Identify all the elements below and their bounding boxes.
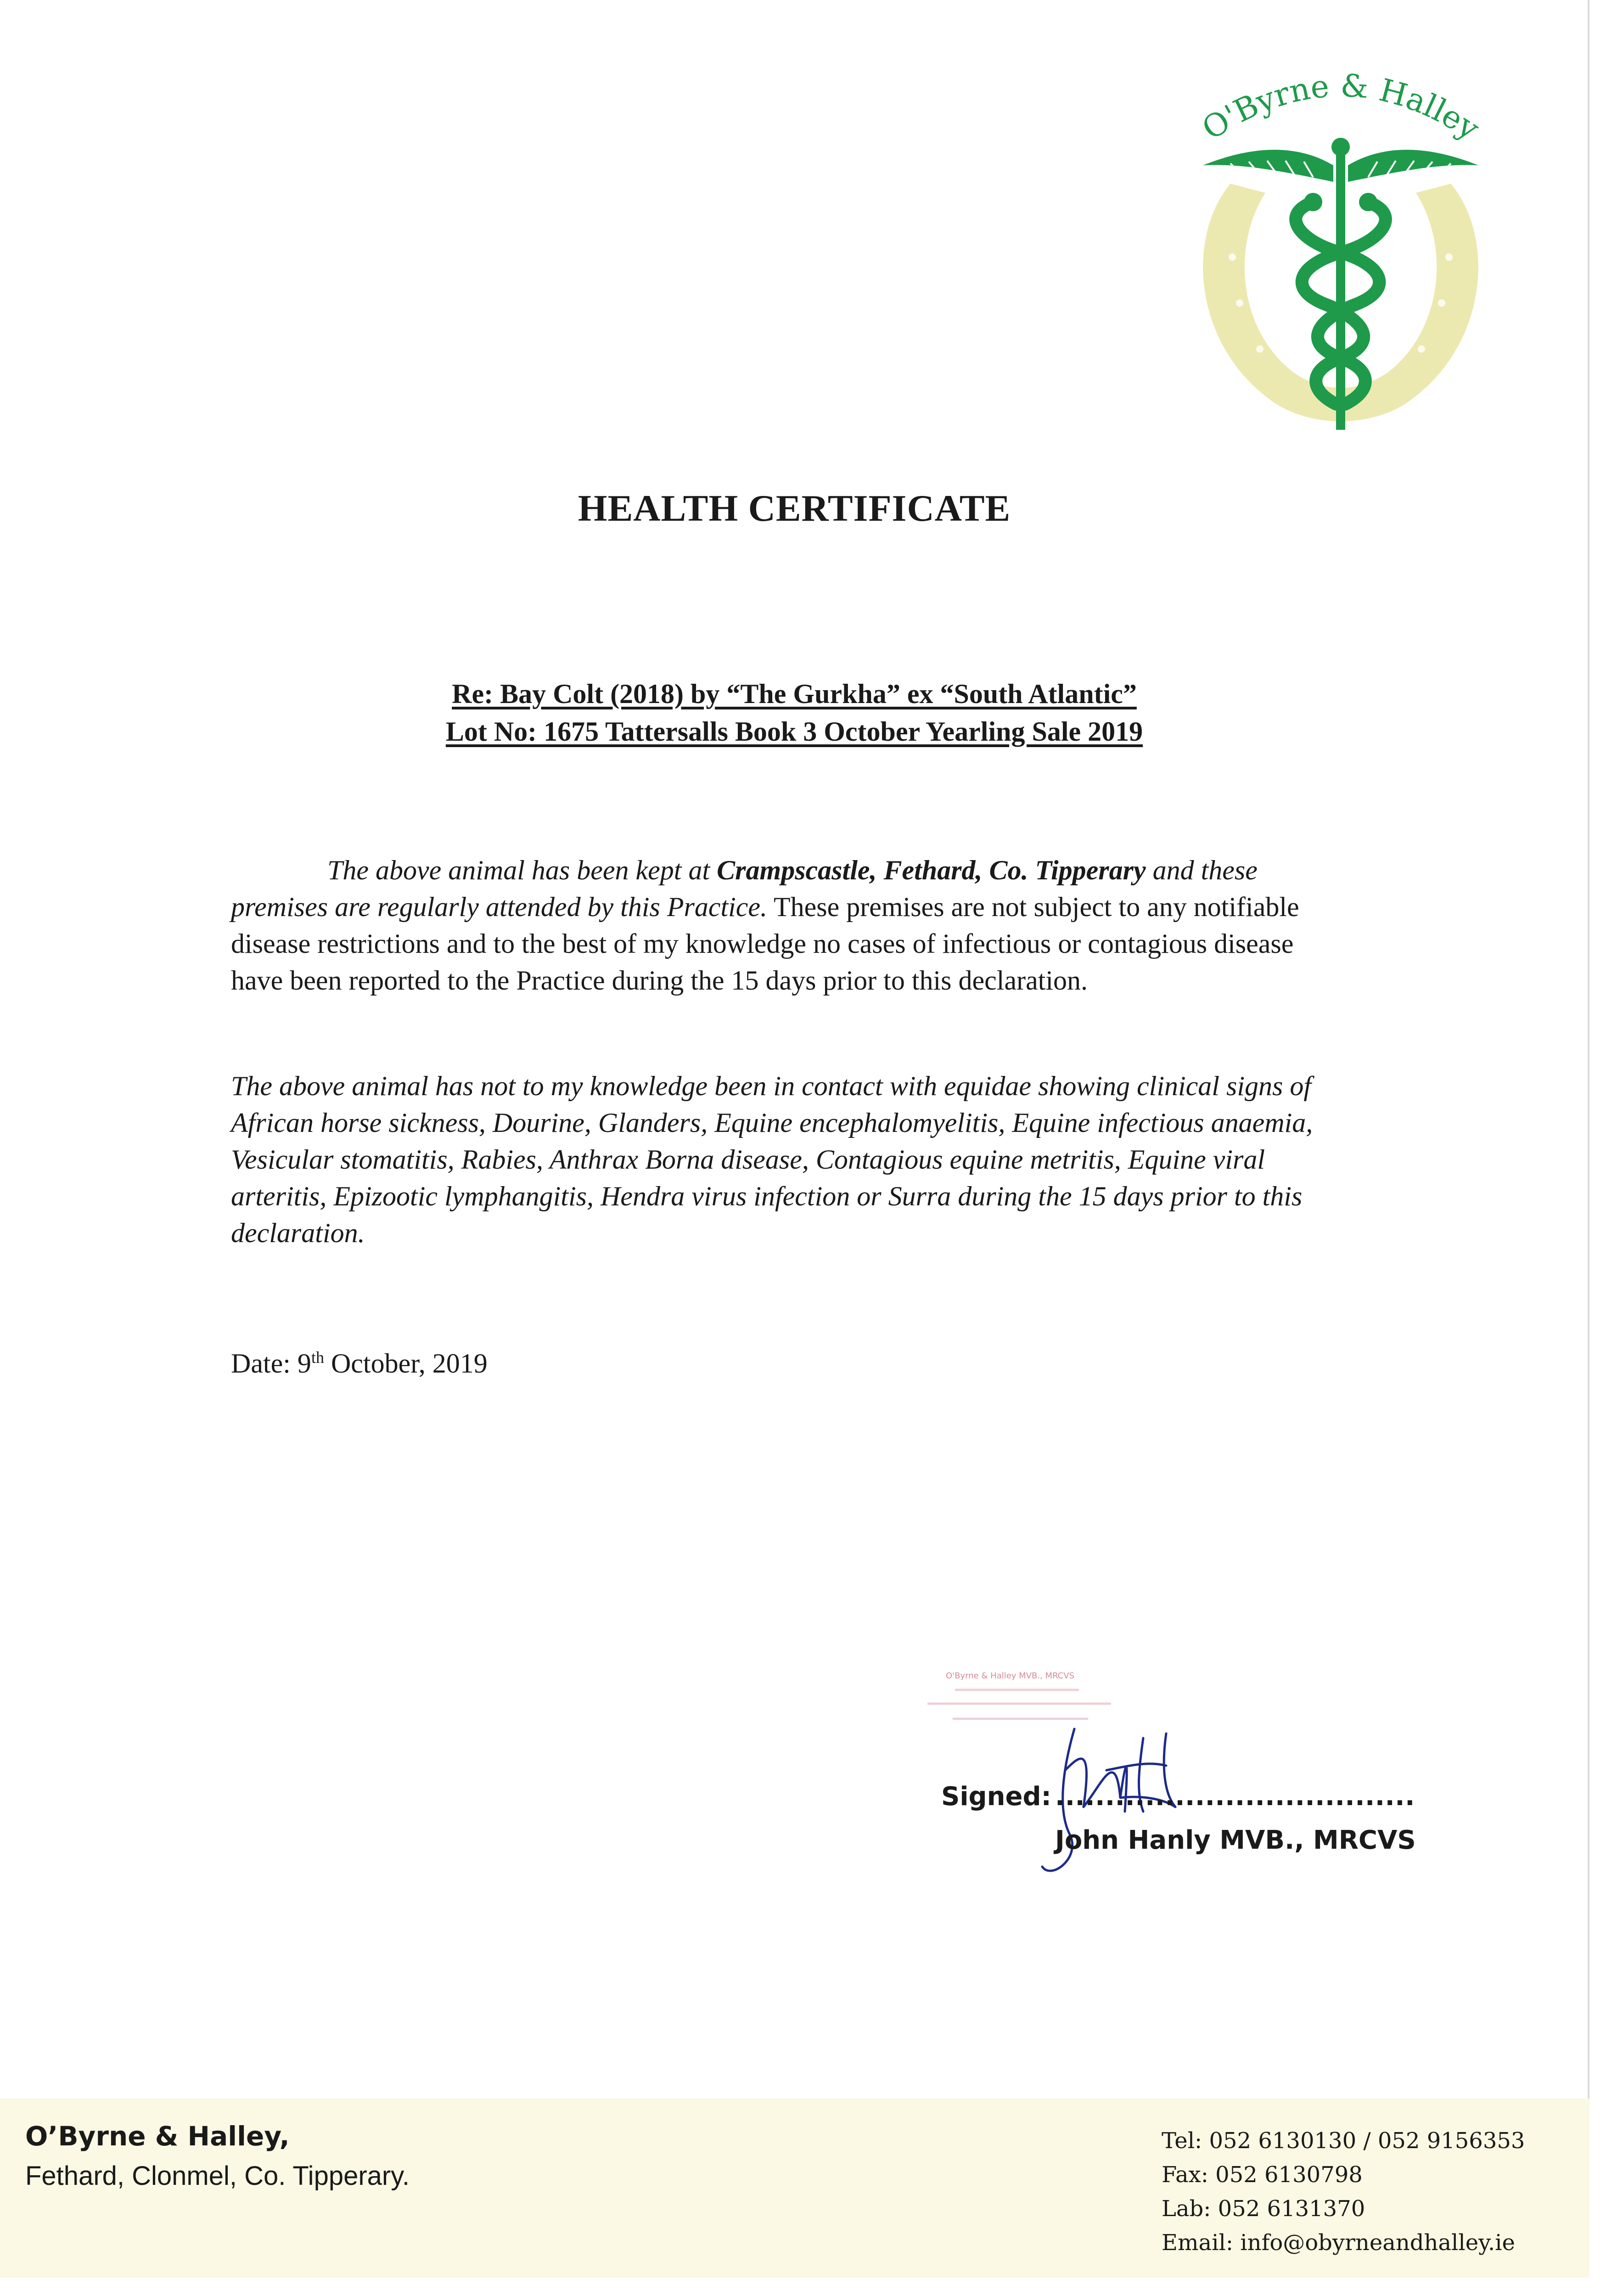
contact-fax: Fax: 052 6130798 bbox=[1162, 2162, 1363, 2188]
page-edge bbox=[1588, 0, 1589, 2259]
subject-block bbox=[0, 675, 1589, 750]
signer-name: John Hanly MVB., MRCVS bbox=[1055, 1825, 1416, 1855]
subject-line-animal: Re: Bay Colt (2018) by “The Gurkha” ex “South Atlantic” bbox=[452, 679, 1137, 709]
subject-line-lot: Lot No: 1675 Tattersalls Book 3 October Yearling Sale 2019 bbox=[445, 716, 1143, 747]
practice-logo bbox=[1175, 55, 1506, 450]
premises-location: Crampscastle, Fethard, Co. Tipperary bbox=[717, 855, 1146, 885]
contact-lab: Lab: 052 6131370 bbox=[1162, 2196, 1365, 2222]
disease-contact-paragraph: The above animal has not to my knowledge been in contact with equidae showing clinical signs of African horse sickness, Dourine, Glanders, Equine encephalomyelitis, Equine infectious anaemia, Vesicular stomatitis, Rabies, Anthrax Borna disease, Contagious equine metritis, Equine viral arteritis, Epizootic lymphangitis, Hendra virus infection or Surra during the 15 days prior to this declaration. bbox=[231, 1071, 1313, 1248]
svg-text:O'Byrne & Halley MVB., MRCVS: O'Byrne & Halley MVB., MRCVS bbox=[946, 1671, 1074, 1681]
footer-address: Fethard, Clonmel, Co. Tipperary. bbox=[25, 2161, 410, 2191]
contact-email: Email: info@obyrneandhalley.ie bbox=[1162, 2230, 1515, 2256]
premises-attended: and these premises are regularly attended by this Practice. bbox=[231, 855, 1258, 922]
contact-tel: Tel: 052 6130130 / 052 9156353 bbox=[1162, 2128, 1525, 2154]
premises-paragraph bbox=[231, 852, 1351, 999]
signed-label: Signed: bbox=[941, 1782, 1051, 1812]
declaration-date: Date: 9th October, 2019 bbox=[231, 1348, 488, 1379]
svg-text:O'Byrne & Halley: O'Byrne & Halley bbox=[1196, 68, 1486, 148]
caduceus-horseshoe-icon bbox=[1175, 55, 1506, 450]
page-title: HEALTH CERTIFICATE bbox=[578, 487, 1011, 529]
signature-line: .................................... bbox=[1055, 1782, 1415, 1812]
footer-practice-name: O’Byrne & Halley, bbox=[25, 2121, 290, 2152]
footer-contact bbox=[1162, 2124, 1525, 2260]
premises-intro: The above animal has been kept at bbox=[327, 855, 717, 885]
premises-declaration: These premises are not subject to any notifiable disease restrictions and to the best of my knowledge no cases of infectious or contagious disease have been reported to the Practice during the 15 days prior to this declaration. bbox=[231, 892, 1299, 996]
